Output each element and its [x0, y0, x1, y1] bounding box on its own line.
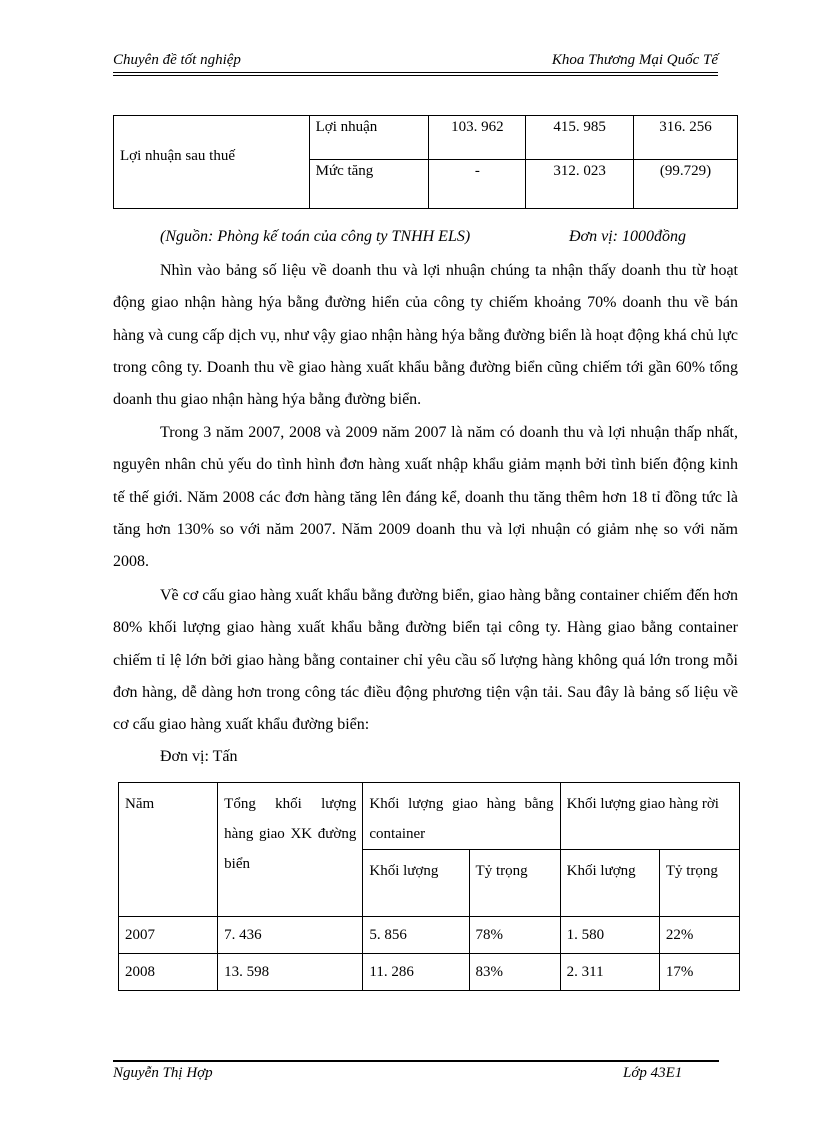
table-row: [119, 917, 740, 954]
cell-value: 415. 985: [526, 116, 634, 160]
header-container-share: Tỷ trọng: [469, 850, 560, 917]
header-left: Chuyên đề tốt nghiệp: [113, 52, 241, 68]
cell-container-volume: 11. 286: [363, 954, 469, 991]
table-header-row: [119, 783, 740, 850]
paragraph: Nhìn vào bảng số liệu về doanh thu và lợi nhuận chúng ta nhận thấy doanh thu từ hoạt động giao nhận hàng hýa bằng đường hiển của công ty chiếm khoảng 70% doanh thu về bán hàng và cung cấp dịch vụ, như vậy giao nhận hàng hýa bằng đường biển là hoạt động khá chủ lực trong công ty. Doanh thu về giao hàng xuất khẩu bằng đường biển cũng chiếm tới gần 60% tổng doanh thu giao nhận hàng hýa bằng đường biển.: [113, 262, 738, 409]
unit-note: Đơn vị: 1000đồng: [569, 228, 686, 245]
cell-bulk-share: 17%: [659, 954, 739, 991]
cell-bulk-share: 22%: [659, 917, 739, 954]
footer-rule: [113, 1060, 719, 1062]
header-bulk-volume: Khối lượng: [560, 850, 659, 917]
row-group-label: Lợi nhuận sau thuế: [114, 116, 310, 209]
cell-value: -: [429, 160, 526, 209]
cell-value: (99.729): [634, 160, 738, 209]
paragraph: Về cơ cấu giao hàng xuất khẩu bằng đường biển, giao hàng bằng container chiếm đến hơn 80% khối lượng giao hàng xuất khẩu bằng đường biển tại công ty. Hàng giao bằng container chiếm tỉ lệ lớn bởi giao hàng bằng container chỉ yêu cầu số lượng hàng không quá lớn trong mỗi đơn hàng, dễ dàng hơn trong công tác điều động phương tiện vận tải. Sau đây là bảng số liệu về cơ cấu giao hàng xuất khẩu đường biển:: [113, 587, 738, 734]
header-year: Năm: [119, 783, 218, 917]
cell-value: 312. 023: [526, 160, 634, 209]
header-container: Khối lượng giao hàng bằng container: [363, 783, 560, 850]
row-label: Lợi nhuận: [309, 116, 429, 160]
cell-year: 2008: [119, 954, 218, 991]
cell-total: 7. 436: [218, 917, 363, 954]
cell-bulk-volume: 1. 580: [560, 917, 659, 954]
footer-author: Nguyễn Thị Hợp: [113, 1065, 213, 1081]
cell-value: 103. 962: [429, 116, 526, 160]
table-row: [119, 954, 740, 991]
row-label: Mức tăng: [309, 160, 429, 209]
cell-total: 13. 598: [218, 954, 363, 991]
header-right: Khoa Thương Mại Quốc Tế: [551, 52, 718, 68]
table-row: [114, 116, 738, 160]
paragraph: Trong 3 năm 2007, 2008 và 2009 năm 2007 là năm có doanh thu và lợi nhuận thấp nhất, nguyên nhân chủ yếu do tình hình đơn hàng xuất nhập khẩu giảm mạnh bởi tình biến động kinh tế thế giới. Năm 2008 các đơn hàng tăng lên đáng kể, doanh thu tăng thêm hơn 18 tỉ đồng tức là tăng hơn 130% so với năm 2007. Năm 2009 doanh thu và lợi nhuận có giảm nhẹ so với năm 2008.: [113, 424, 738, 571]
header-bulk: Khối lượng giao hàng rời: [560, 783, 739, 850]
shipping-structure-table: [118, 782, 740, 991]
cell-year: 2007: [119, 917, 218, 954]
cell-container-share: 83%: [469, 954, 560, 991]
header-total: Tổng khối lượng hàng giao XK đường biển: [218, 783, 363, 917]
header-bulk-share: Tỷ trọng: [659, 850, 739, 917]
header-rule: [113, 72, 718, 73]
header-rule-thick: [113, 75, 718, 76]
profit-table: [113, 115, 738, 209]
source-note: (Nguồn: Phòng kế toán của công ty TNHH ELS): [160, 228, 471, 245]
cell-value: 316. 256: [634, 116, 738, 160]
cell-container-share: 78%: [469, 917, 560, 954]
unit-label: Đơn vị: Tấn: [160, 748, 238, 765]
cell-container-volume: 5. 856: [363, 917, 469, 954]
header-container-volume: Khối lượng: [363, 850, 469, 917]
footer-class: Lớp 43E1: [623, 1065, 683, 1081]
cell-bulk-volume: 2. 311: [560, 954, 659, 991]
